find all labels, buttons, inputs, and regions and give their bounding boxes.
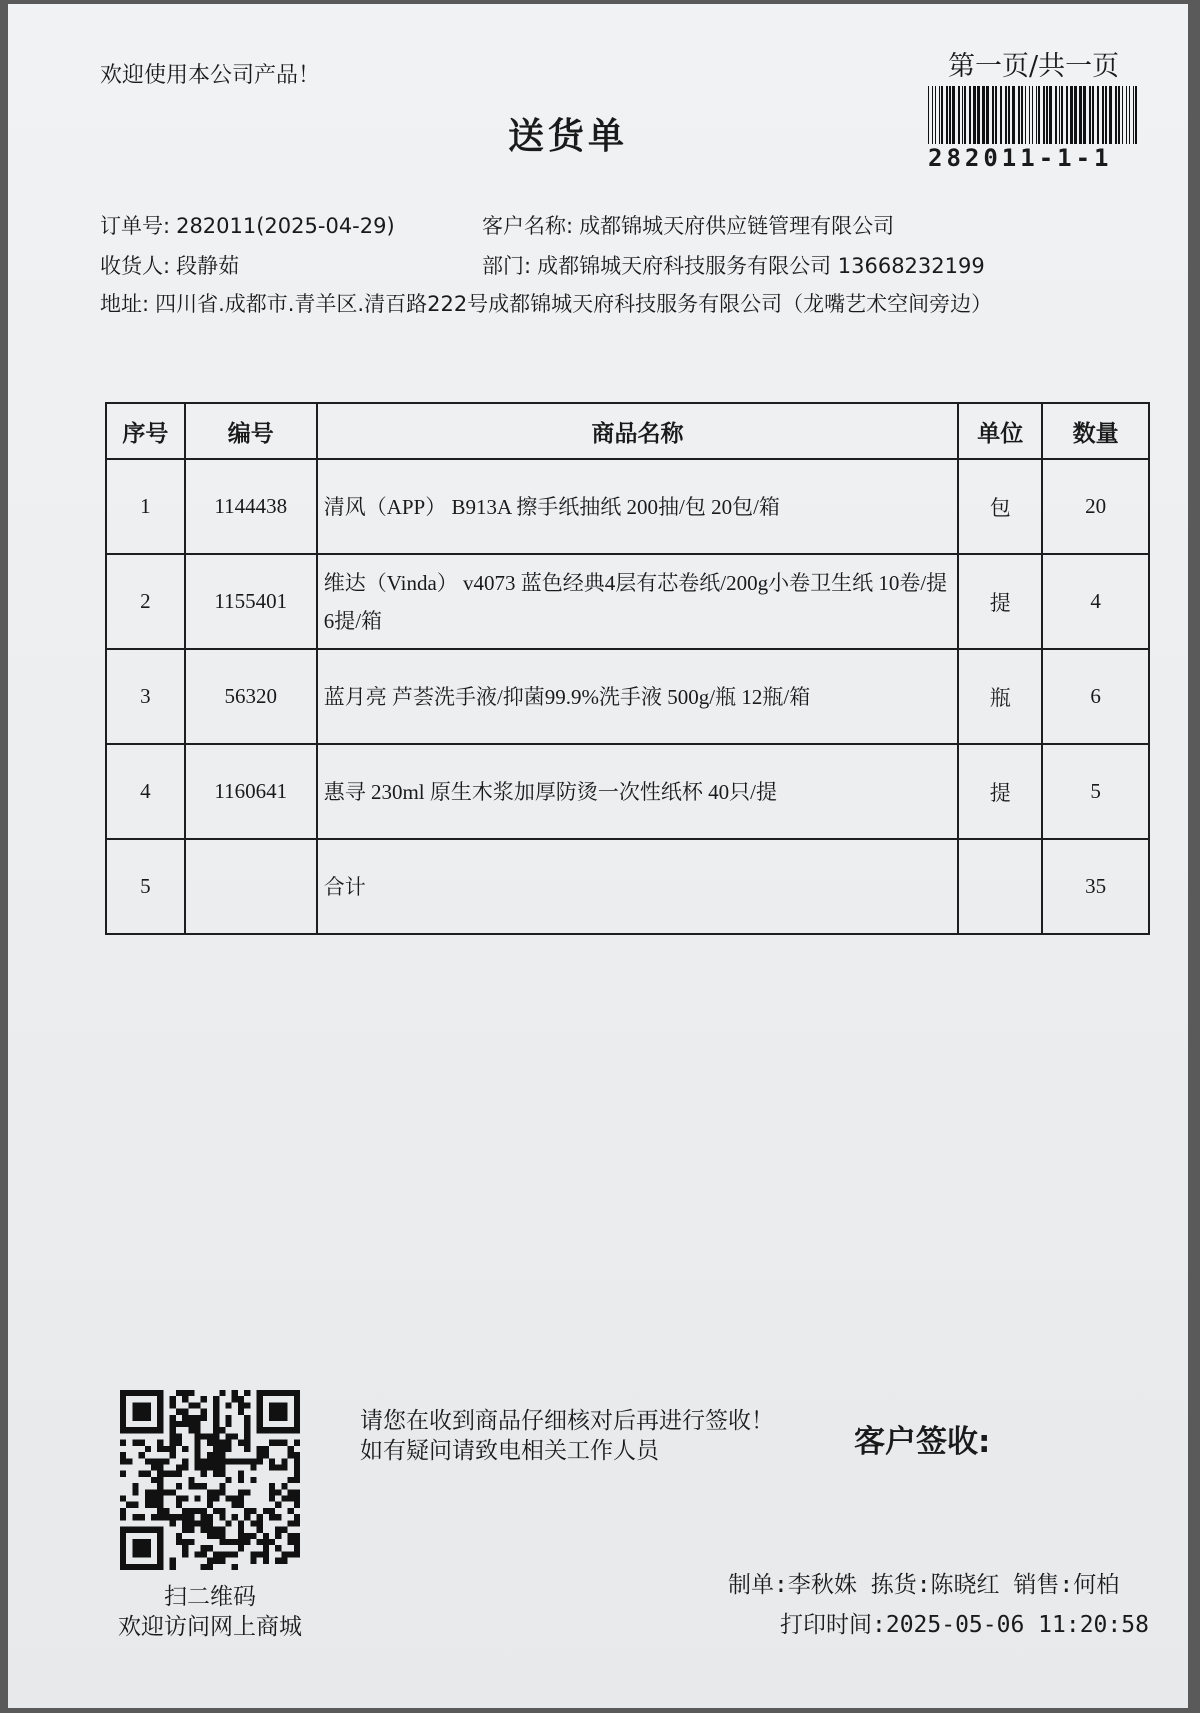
cell-quantity: 5 xyxy=(1042,744,1149,839)
header-code: 编号 xyxy=(185,403,317,459)
check-notice: 请您在收到商品仔细核对后再进行签收！如有疑问请致电相关工作人员 xyxy=(360,1408,774,1464)
cell-code: 1144438 xyxy=(185,459,317,554)
cell-seq: 1 xyxy=(106,459,185,554)
cell-product-name: 惠寻 230ml 原生木浆加厚防烫一次性纸杯 40只/提 xyxy=(317,744,959,839)
cell-unit: 提 xyxy=(958,744,1042,839)
order-label: 订单号: xyxy=(100,214,171,238)
cell-seq: 4 xyxy=(106,744,185,839)
cell-quantity: 20 xyxy=(1042,459,1149,554)
cell-code: 1155401 xyxy=(185,554,317,649)
customer-field xyxy=(482,210,894,240)
department-value: 成都锦城天府科技服务有限公司 13668232199 xyxy=(537,254,985,278)
qr-caption-scan: 扫二维码 xyxy=(164,1584,256,1609)
order-number-field xyxy=(100,210,395,240)
welcome-text: 欢迎使用本公司产品！ xyxy=(100,63,321,88)
order-value: 282011(2025-04-29) xyxy=(176,214,395,238)
barcode-image xyxy=(926,86,1142,144)
staff-line: 制单:李秋姝 拣货:陈晓红 销售:何柏 xyxy=(728,1572,1120,1598)
cell-unit: 瓶 xyxy=(958,649,1042,744)
delivery-note-paper xyxy=(8,4,1188,1708)
department-field xyxy=(482,250,985,280)
table-row xyxy=(106,649,1149,744)
cell-quantity: 6 xyxy=(1042,649,1149,744)
cell-quantity: 4 xyxy=(1042,554,1149,649)
cell-code: 56320 xyxy=(185,649,317,744)
address-field xyxy=(100,288,992,318)
table-row xyxy=(106,459,1149,554)
cell-unit: 包 xyxy=(958,459,1042,554)
cell-code: 1160641 xyxy=(185,744,317,839)
cell-unit xyxy=(958,839,1042,934)
customer-value: 成都锦城天府供应链管理有限公司 xyxy=(579,214,895,238)
cell-product-name: 蓝月亮 芦荟洗手液/抑菌99.9%洗手液 500g/瓶 12瓶/箱 xyxy=(317,649,959,744)
address-value: 四川省.成都市.青羊区.清百路222号成都锦城天府科技服务有限公司（龙嘴艺术空间旁边） xyxy=(155,292,993,316)
table-row xyxy=(106,839,1149,934)
header-unit: 单位 xyxy=(958,403,1042,459)
customer-label: 客户名称: xyxy=(482,214,574,238)
receiver-value: 段静茹 xyxy=(176,254,240,278)
department-label: 部门: xyxy=(482,254,532,278)
cell-code xyxy=(185,839,317,934)
header-seq: 序号 xyxy=(106,403,185,459)
table-header-row xyxy=(106,403,1149,459)
header-product-name: 商品名称 xyxy=(317,403,959,459)
cell-seq: 5 xyxy=(106,839,185,934)
receiver-label: 收货人: xyxy=(100,254,171,278)
cell-quantity: 35 xyxy=(1042,839,1149,934)
cell-seq: 2 xyxy=(106,554,185,649)
customer-signature-label: 客户签收: xyxy=(854,1424,991,1460)
cell-product-name: 维达（Vinda） v4073 蓝色经典4层有芯卷纸/200g小卷卫生纸 10卷/提 6提/箱 xyxy=(317,554,959,649)
table-row xyxy=(106,554,1149,649)
cell-unit: 提 xyxy=(958,554,1042,649)
qr-caption-mall: 欢迎访问网上商城 xyxy=(118,1614,302,1639)
print-time: 打印时间:2025-05-06 11:20:58 xyxy=(780,1612,1149,1638)
receiver-field xyxy=(100,250,239,280)
page-info: 第一页/共一页 xyxy=(948,51,1120,82)
table-row xyxy=(106,744,1149,839)
qr-code-image xyxy=(120,1390,300,1570)
barcode-number: 282011-1-1 xyxy=(928,144,1113,172)
header-quantity: 数量 xyxy=(1042,403,1149,459)
goods-table xyxy=(105,402,1150,935)
address-label: 地址: xyxy=(100,292,150,316)
cell-product-name: 清风（APP） B913A 擦手纸抽纸 200抽/包 20包/箱 xyxy=(317,459,959,554)
cell-product-name: 合计 xyxy=(317,839,959,934)
document-title: 送货单 xyxy=(508,116,629,157)
cell-seq: 3 xyxy=(106,649,185,744)
